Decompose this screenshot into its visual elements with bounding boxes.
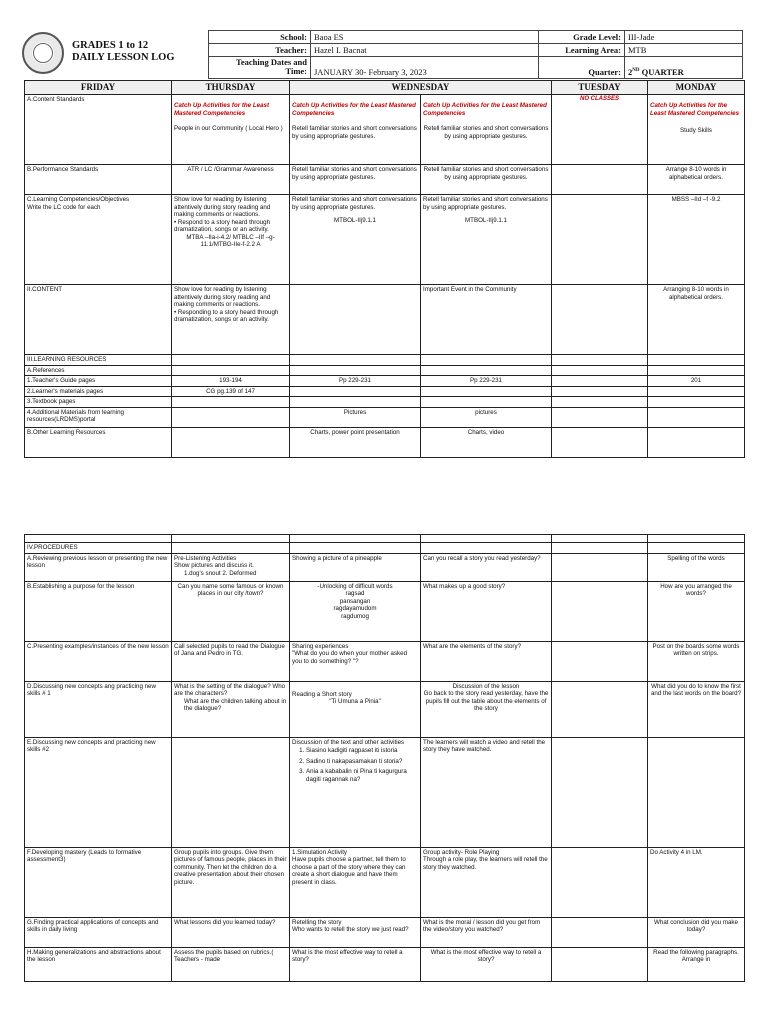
b-thursday-word: ragdayamudom [333,605,377,613]
dates-label [209,57,311,79]
ct-friday-a: Show love for reading by listening attentively during story reading and making comments or reactions. [174,285,271,309]
lm-friday: CG pg.139 of 147 [172,386,290,397]
row-label-tg: 1.Teacher's Guide pages [25,376,172,387]
ct-friday-b: • Responding to a story heard through dramatization, songs or an activity. [174,308,279,324]
c-thursday-line2: "What do you do when your mother asked you to do something? "? [292,650,408,665]
row-label-other: B.Other Learning Resources [25,427,172,457]
f-thursday-line2: Have pupils choose a partner, tell them to choose a part of the story where they can create a short dialogue and have them present in class. [292,856,406,886]
ct-thursday [290,284,421,354]
lc-tuesday [552,194,648,284]
d-friday-line1: What is the setting of the dialogue? Who are the characters? [174,682,286,698]
ps-thursday: Retell familiar stories and short conversations by using appropriate gestures. [290,164,421,194]
cs-thursday [290,94,421,164]
school-value: Baoa ES [311,31,539,44]
teacher-value: Hazel I. Bacnat [311,44,539,57]
f-wednesday-line1: Group activity- Role Playing [423,848,500,856]
h-wednesday: What is the most effective way to retell a story? [421,947,552,981]
school-label: School: [209,31,311,44]
h-monday: Read the following paragraphs. Arrange in [648,947,745,981]
grade-value: III-Jade [625,31,743,44]
d-friday-line2: What are the children talking about in the dialogue? [184,697,287,713]
b-thursday-word: pansangan [339,597,371,605]
c-thursday-line1: Sharing experiences [292,642,349,650]
row-label-e: E.Discussing new concepts and practicing new skills #2 [25,737,172,847]
h-thursday: What is the most effective way to retell a story? [290,947,421,981]
info-table [208,30,743,79]
add-thursday: Pictures [290,407,421,427]
e-thursday-question: 1. Siasino kadigiti ragpaset iti istoria [306,747,418,755]
b-wednesday: What makes up a good story? [421,581,552,641]
b-thursday-word: ragsad [345,590,365,598]
d-thursday-line2: "Ti Umuna a Pinia" [329,698,381,706]
tg-thursday: Pp 229-231 [290,376,421,387]
dates-value: JANUARY 30- February 3, 2023 [311,57,539,79]
g-friday: What lessons did you learned today? [172,917,290,947]
ps-friday: ATR / LC /Grammar Awareness [172,164,290,194]
dates-label-line1: Teaching Dates and [235,57,307,67]
cs-friday-text: People in our Community ( Local Hero ) [174,125,283,133]
grade-label: Grade Level: [539,31,625,44]
lc-wednesday-text: Retell familiar stories and short conversations by using appropriate gestures. [423,195,548,211]
row-label-performance: B.Performance Standards [25,164,172,194]
cs-monday-catchup: Catch Up Activities for the Least Mastered Competencies [650,101,740,117]
area-value: MTB [625,44,743,57]
row-label-c: C.Presenting examples/instances of the new lesson [25,641,172,681]
cs-wednesday-text: Retell familiar stories and short conversations by using appropriate gestures. [423,125,549,140]
f-wednesday-line2: Through a role play, the learners will retell the story they watched. [423,856,548,871]
e-thursday-question: 2. Sadino ti nakapasamakan ti storia? [306,758,418,766]
row-label-d: D.Discussing new concepts ang practicing new skills # 1 [25,681,172,737]
ct-friday [172,284,290,354]
row-label-additional: 4.Additional Materials from learning resources(LRDMS)portal [25,407,172,427]
e-thursday-question: 3. Ania a kababalin ni Pina ti kagurgura dagiti ragannak na? [306,768,418,783]
cs-friday-catchup: Catch Up Activities for the Least Mastered Competencies [174,101,270,117]
d-thursday [290,681,421,737]
form-title-grades: GRADES 1 to 12 [72,40,149,51]
g-thursday-line2: Who wants to retell the story we just read? [292,926,409,934]
row-label-h: H.Making generalizations and abstractions about the lesson [25,947,172,981]
d-thursday-line1: Reading a Short story [292,690,352,698]
row-label-a: A.Reviewing previous lesson or presenting the new lesson [25,553,172,581]
e-thursday [290,737,421,847]
lesson-top-table [24,80,745,458]
d-wednesday-line1: Discussion of the lesson [452,682,520,690]
row-label-lm: 2.Learner's materials pages [25,386,172,397]
header [18,30,752,76]
g-thursday [290,917,421,947]
lc-friday [172,194,290,284]
procedures-title: IV.PROCEDURES [25,543,172,554]
d-wednesday [421,681,552,737]
ps-wednesday: Retell familiar stories and short conversations by using appropriate gestures. [421,164,552,194]
c-friday: Call selected pupils to read the Dialogue of Jana and Pedro in TG. [172,641,290,681]
cs-thursday-catchup: Catch Up Activities for the Least Mastered Competencies [292,101,416,117]
f-friday: Group pupils into groups. Give them pictures of famous people, places in their community. Then let the children do a creative presentation about their chosen picture. [172,847,290,917]
ct-monday: Arranging 8-10 words in alphabetical orders. [648,284,745,354]
cs-wednesday-catchup: Catch Up Activities for the Least Mastered Competencies [423,101,547,117]
cs-monday [648,94,745,164]
g-wednesday: What is the moral / lesson did you get from the video/story you watched? [421,917,552,947]
row-label-textbook: 3.Textbook pages [25,397,172,408]
day-monday: MONDAY [648,81,745,95]
cs-tuesday-no-classes: NO CLASSES [552,94,648,164]
lc-thursday-text: Retell familiar stories and short conversations by using appropriate gestures. [292,195,417,211]
b-thursday-intro: -Unlocking of difficult words [317,582,393,590]
tg-wednesday: Pp 229-231 [421,376,552,387]
row-label-competencies [25,194,172,284]
day-tuesday: TUESDAY [552,81,648,95]
cs-friday [172,94,290,164]
c-thursday [290,641,421,681]
cs-wednesday [421,94,552,164]
row-label-resources: III.LEARNING RESOURCES [25,354,172,365]
cs-monday-text: Study Skills [680,127,712,135]
row-label-references: A.References [25,365,172,376]
g-thursday-line1: Retelling the story [292,918,342,926]
cs-thursday-text: Retell familiar stories and short conversations by using appropriate gestures. [292,125,417,140]
lc-friday-c: MTBA –IIa-i-4.2/ MTBLC –IIf –g-11.1/MTBG-IIe-f-2.2 A [186,233,275,249]
a-friday-line3: 1.dog's snout 2. Deformed [184,569,257,577]
a-friday [172,553,290,581]
f-thursday [290,847,421,917]
ps-monday: Arrange 8-10 words in alphabetical orders. [648,164,745,194]
ct-tuesday [552,284,648,354]
quarter-value: 2ND QUARTER [625,57,743,79]
e-wednesday: The learners will watch a video and retell the story they have watched. [421,737,552,847]
d-monday: What did you do to know the first and the last words on the board? [648,681,745,737]
lc-friday-a: Show love for reading by listening attentively during story reading and making comments or reactions. [174,195,271,219]
quarter-label: Quarter: [539,57,625,79]
e-thursday-questions [292,747,418,783]
other-wednesday: Charts, video [421,427,552,457]
a-friday-line1: Pre-Listening Activities [174,554,237,562]
lc-thursday [290,194,421,284]
add-wednesday: pictures [421,407,552,427]
day-wednesday: WEDNESDAY [290,81,552,95]
e-thursday-intro: Discussion of the text and other activities [292,738,405,746]
lc-wednesday [421,194,552,284]
other-thursday: Charts, power point presentation [290,427,421,457]
lc-thursday-code: MTBOL-IIj9.1.1 [334,217,376,225]
a-monday: Spelling of the words [648,553,745,581]
ct-wednesday: Important Event in the Community [421,284,552,354]
dates-label-line2: Time: [285,66,307,77]
a-wednesday: Can you recall a story you read yesterday? [421,553,552,581]
b-friday: Can you name some famous or known places in our city /town? [172,581,290,641]
lc-friday-b: • Respond to a story heard through dramatization, songs or an activity. [174,218,271,234]
d-friday [172,681,290,737]
row-label-b: B.Establishing a purpose for the lesson [25,581,172,641]
f-monday: Do Activity 4 in LM. [648,847,745,917]
row-label-f: F.Developing mastery (Leads to formative assessment3) [25,847,172,917]
ps-tuesday [552,164,648,194]
competencies-line2: Write the LC code for each [27,203,101,211]
tg-friday: 193-194 [172,376,290,387]
b-thursday-word: ragdumog [341,612,369,620]
f-wednesday [421,847,552,917]
tg-monday: 201 [648,376,745,387]
row-label-content: II.CONTENT [25,284,172,354]
lc-monday: MBSS –IId –f -9.2 [648,194,745,284]
a-friday-line2: Show pictures and discuss it. [174,562,254,570]
h-friday: Assess the pupils based on rubrics.( Teachers - made [172,947,290,981]
c-monday: Post on the boards some words written on strips. [648,641,745,681]
g-monday: What conclusion did you make today? [648,917,745,947]
f-thursday-line1: 1.Simulation Activity [292,848,348,856]
lc-wednesday-code: MTBOL-IIj9.1.1 [465,217,507,225]
deped-seal-icon [22,32,64,74]
competencies-line1: C.Learning Competencies/Objectives [27,195,130,203]
a-thursday: Showing a picture of a pineapple [290,553,421,581]
b-monday: How are you arranged the words? [648,581,745,641]
form-title-dll: DAILY LESSON LOG [72,52,175,63]
row-label-g: G.Finding practical applications of concepts and skills in daily living [25,917,172,947]
procedures-table [24,534,745,982]
c-wednesday: What are the elements of the story? [421,641,552,681]
teacher-label: Teacher: [209,44,311,57]
day-friday: FRIDAY [25,81,172,95]
row-label-content-standards: A.Content Standards [25,94,172,164]
area-label: Learning Area: [539,44,625,57]
b-thursday [290,581,421,641]
day-thursday: THURSDAY [172,81,290,95]
d-wednesday-line2: Go back to the story read yesterday, have the pupils fill out the table about the elements of the story [423,690,549,713]
